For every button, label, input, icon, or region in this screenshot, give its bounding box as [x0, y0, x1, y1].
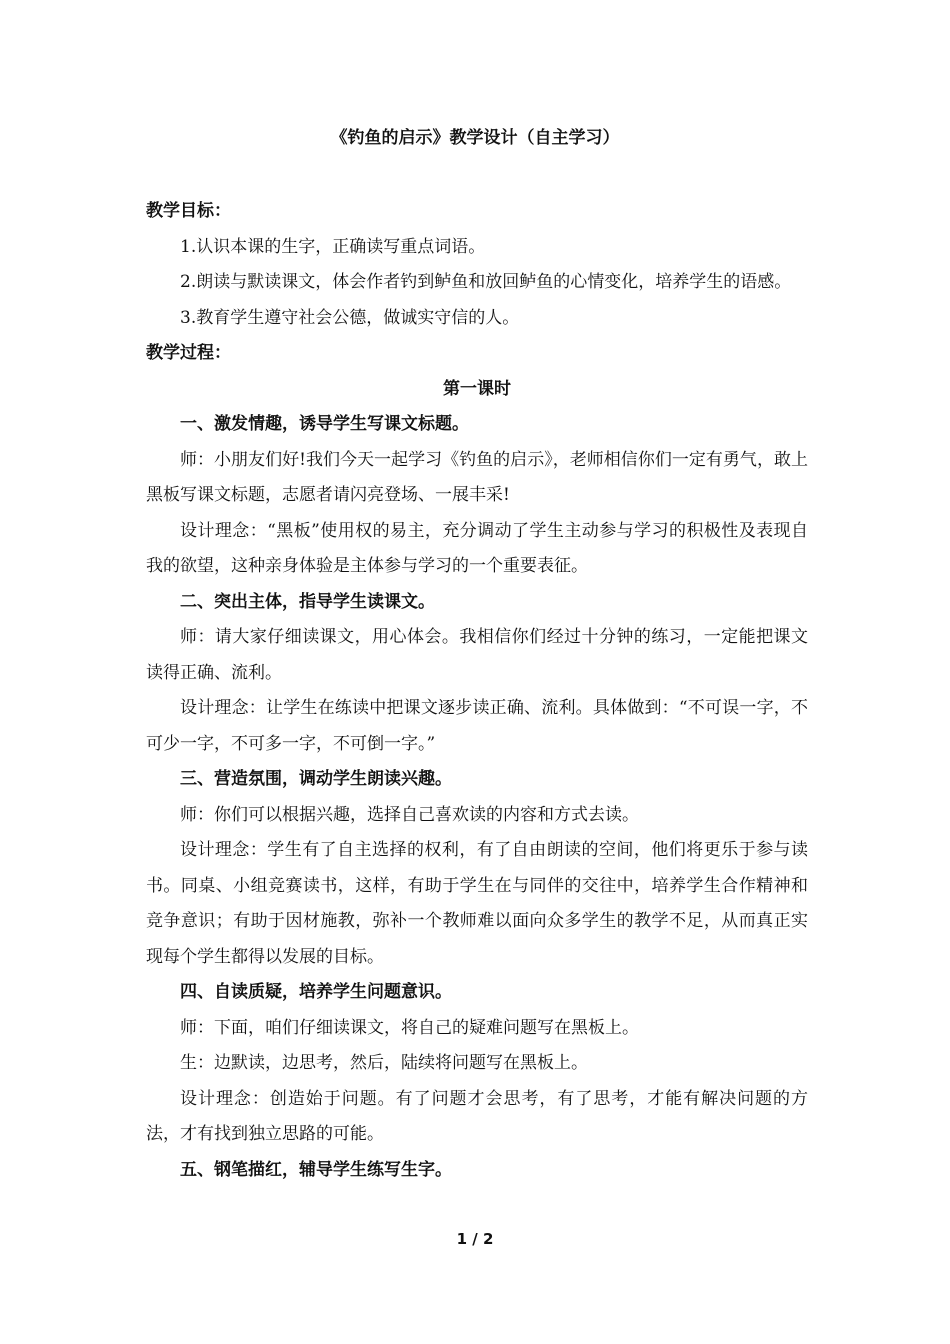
section-heading: 第一课时 — [443, 378, 511, 399]
section-heading: 教学过程： — [146, 343, 231, 363]
body-paragraph: 3.教育学生遵守社会公德，做诚实守信的人。 — [180, 307, 520, 328]
document-body — [146, 194, 808, 1188]
body-paragraph: 生：边默读，边思考，然后，陆续将问题写在黑板上。 — [180, 1053, 588, 1073]
body-paragraph: 设计理念：让学生在练读中把课文逐步读正确、流利。具体做到：“不可误一字，不可少一字，不可多一字，不可倒一字。” — [146, 698, 808, 754]
body-paragraph: 师：请大家仔细读课文，用心体会。我相信你们经过十分钟的练习，一定能把课文读得正确、流利。 — [146, 627, 808, 683]
body-paragraph: 师：你们可以根据兴趣，选择自己喜欢读的内容和方式去读。 — [180, 804, 639, 825]
page-number: 1 / 2 — [456, 1230, 494, 1248]
section-heading: 三、营造氛围，调动学生朗读兴趣。 — [180, 769, 452, 789]
section-heading: 一、激发情趣，诱导学生写课文标题。 — [180, 414, 469, 434]
body-paragraph: 设计理念：创造始于问题。有了问题才会思考，有了思考，才能有解决问题的方法，才有找到独立思路的可能。 — [146, 1088, 808, 1144]
body-paragraph: 设计理念：学生有了自主选择的权利，有了自由朗读的空间，他们将更乐于参与读书。同桌、小组竞赛读书，这样，有助于学生在与同伴的交往中，培养学生合作精神和竞争意识；有助于因材施教，弥补一个教师难以面向众多学生的教学不足，从而真正实现每个学生都得以发展的目标。 — [146, 840, 808, 967]
section-heading: 教学目标： — [146, 201, 231, 221]
body-paragraph: 2.朗读与默读课文，体会作者钓到鲈鱼和放回鲈鱼的心情变化，培养学生的语感。 — [180, 272, 792, 292]
section-heading: 五、钢笔描红，辅导学生练写生字。 — [180, 1159, 452, 1180]
section-heading: 二、突出主体，指导学生读课文。 — [180, 591, 435, 612]
document-title: 《钓鱼的启示》教学设计（自主学习） — [330, 128, 620, 148]
section-heading: 四、自读质疑，培养学生问题意识。 — [180, 982, 452, 1002]
body-paragraph: 师：下面，咱们仔细读课文，将自己的疑难问题写在黑板上。 — [180, 1017, 639, 1038]
body-paragraph: 设计理念：“黑板”使用权的易主，充分调动了学生主动参与学习的积极性及表现自我的欲望，这种亲身体验是主体参与学习的一个重要表征。 — [146, 520, 808, 576]
body-paragraph: 1.认识本课的生字，正确读写重点词语。 — [180, 236, 486, 257]
body-paragraph: 师：小朋友们好!我们今天一起学习《钓鱼的启示》，老师相信你们一定有勇气，敢上黑板写课文标题，志愿者请闪亮登场、一展丰采! — [146, 449, 808, 505]
